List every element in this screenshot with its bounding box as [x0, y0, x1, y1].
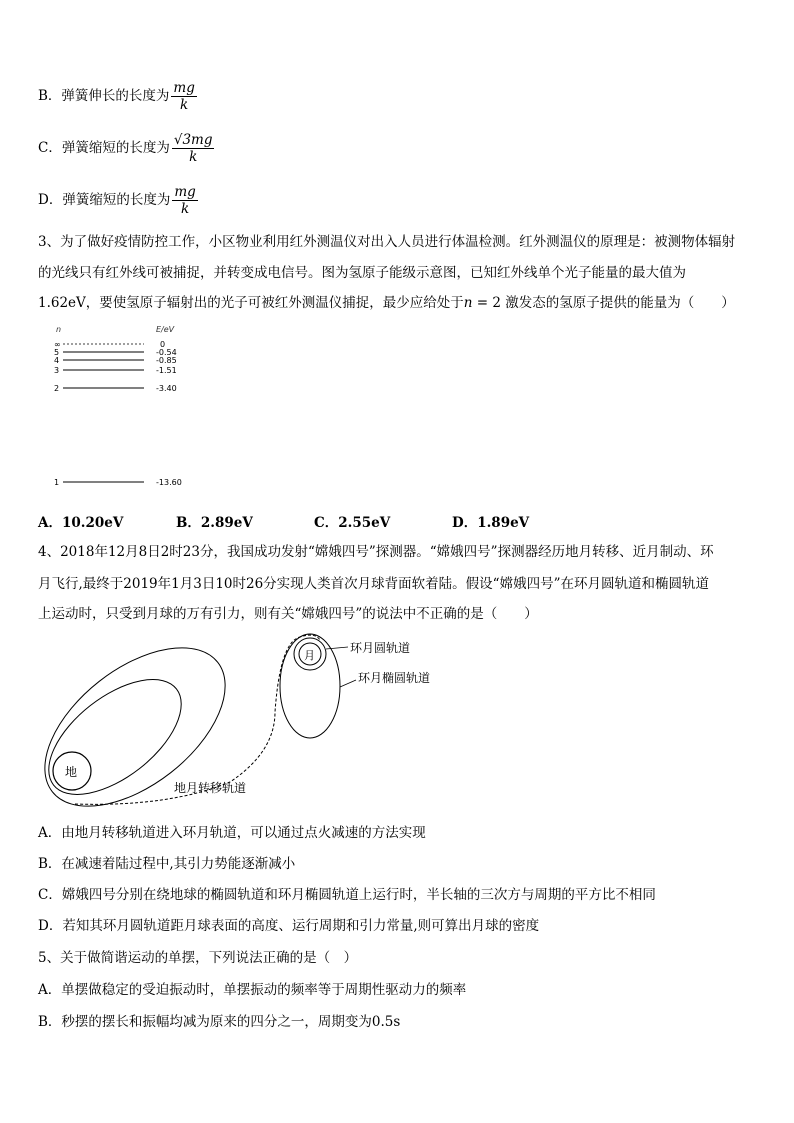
q5-option-a: A．单摆做稳定的受迫振动时，单摆振动的频率等于周期性驱动力的频率 [38, 982, 467, 998]
option-b-prev [38, 80, 197, 113]
q3-line1: 3、为了做好疫情防控工作，小区物业利用红外测温仪对出入人员进行体温检测。红外测温仪的原理是：被测物体辐射 [38, 234, 736, 250]
ellip-orbit-label: 环月椭圆轨道 [358, 671, 431, 685]
level-n-4: 4 [54, 356, 60, 365]
level-n-1: 1 [54, 478, 60, 487]
earth-label: 地 [65, 765, 78, 779]
level-e-2: -3.40 [156, 384, 177, 393]
denominator: k [180, 97, 189, 113]
option-d-prev [38, 184, 198, 217]
energy-level-diagram [50, 322, 200, 492]
q3-line3-a: 1.62eV，要使氢原子辐射出的光子可被红外测温仪捕捉，最少应给处于 [38, 295, 464, 311]
q3-n-symbol: n [463, 295, 473, 311]
level-n-2: 2 [54, 384, 60, 393]
option-label: B．弹簧伸长的长度为 [38, 88, 170, 104]
level-e-1: -13.60 [156, 478, 182, 487]
numerator: √3mg [173, 132, 213, 148]
transfer-orbit [75, 635, 320, 804]
level-n-inf: ∞ [54, 340, 61, 349]
numerator: mg [173, 80, 195, 96]
q3-option-c: C．2.55eV [314, 515, 391, 531]
q5-line1: 5、关于做简谐运动的单摆，下列说法正确的是（ ） [38, 950, 358, 966]
level-e-4: -0.85 [156, 356, 177, 365]
fraction [172, 132, 215, 165]
circ-orbit-label: 环月圆轨道 [350, 641, 411, 655]
level-e-3: -1.51 [156, 366, 177, 375]
energy-axis-label: E/eV [156, 325, 175, 334]
fraction [172, 184, 197, 217]
q4-option-b: B．在减速着陆过程中,其引力势能逐渐减小 [38, 856, 296, 872]
q3-line2: 的光线只有红外线可被捕捉，并转变成电信号。图为氢原子能级示意图，已知红外线单个光子能量的最大值为 [38, 265, 686, 281]
circ-orbit-leader [326, 647, 348, 649]
option-label: C．弹簧缩短的长度为 [38, 140, 170, 156]
option-label: D．弹簧缩短的长度为 [38, 192, 171, 208]
q3-option-d: D．1.89eV [452, 515, 530, 531]
level-n-5: 5 [54, 348, 60, 357]
level-e-inf: 0 [160, 340, 166, 349]
q3-eq: = 2 [472, 295, 506, 311]
denominator: k [189, 149, 198, 165]
q3-line3 [38, 291, 735, 311]
moon-label: 月 [304, 649, 315, 662]
q3-option-b: B．2.89eV [176, 515, 253, 531]
q5-option-b: B．秒摆的摆长和振幅均减为原来的四分之一，周期变为0.5s [38, 1014, 401, 1030]
numerator: mg [174, 184, 196, 200]
q4-line3: 上运动时，只受到月球的万有引力，则有关“嫦娥四号”的说法中不正确的是（ ） [38, 606, 538, 622]
q4-option-a: A．由地月转移轨道进入环月轨道，可以通过点火减速的方法实现 [38, 825, 426, 841]
n-axis-label: n [56, 325, 62, 334]
q3-option-a: A．10.20eV [38, 515, 124, 531]
fraction [171, 80, 196, 113]
q4-option-c: C．嫦娥四号分别在绕地球的椭圆轨道和环月椭圆轨道上运行时，半长轴的三次方与周期的平方比不相同 [38, 887, 656, 903]
level-e-5: -0.54 [156, 348, 177, 357]
ellip-orbit-leader [340, 680, 356, 687]
q3-line3-b: 激发态的氢原子提供的能量为（ ） [505, 295, 735, 311]
q4-line1: 4、2018年12月8日2时23分，我国成功发射“嫦娥四号”探测器。“嫦娥四号”探测器经历地月转移、近月制动、环 [38, 544, 714, 560]
q4-option-d: D．若知其环月圆轨道距月球表面的高度、运行周期和引力常量,则可算出月球的密度 [38, 918, 540, 934]
q4-line2: 月飞行,最终于2019年1月3日10时26分实现人类首次月球背面软着陆。假设“嫦娥四号”在环月圆轨道和椭圆轨道 [38, 576, 709, 592]
denominator: k [180, 201, 190, 217]
option-c-prev [38, 132, 214, 165]
transfer-orbit-label: 地月转移轨道 [174, 781, 247, 795]
level-n-3: 3 [54, 366, 60, 375]
orbit-diagram [30, 632, 470, 812]
